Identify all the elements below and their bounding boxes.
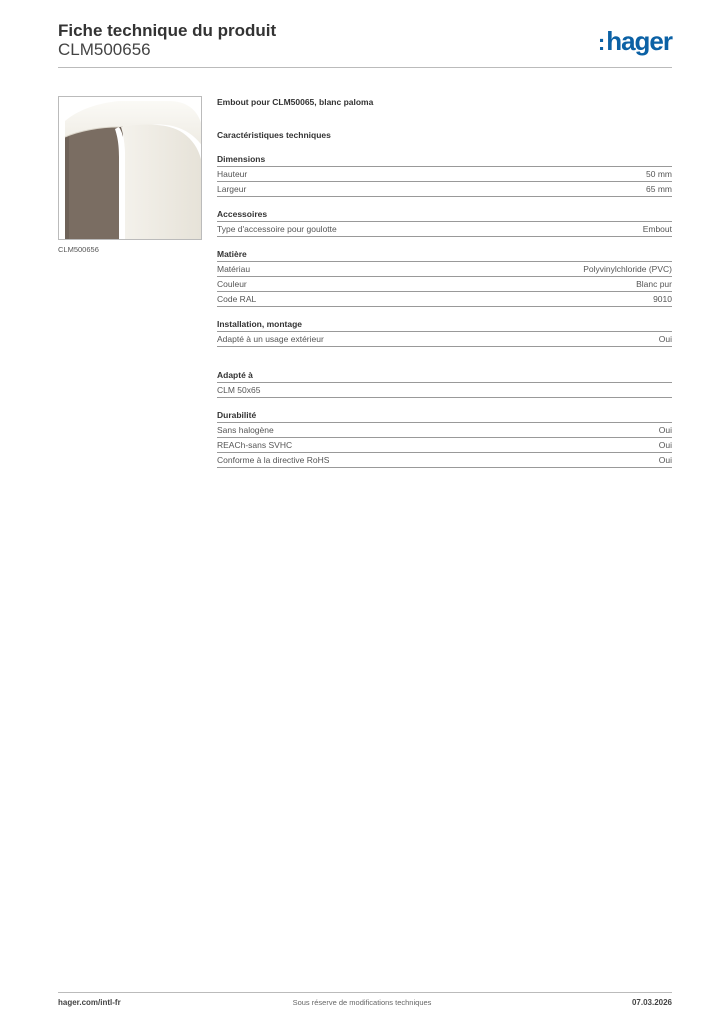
- spec-label: Largeur: [217, 184, 247, 194]
- spec-label: REACh-sans SVHC: [217, 440, 293, 450]
- product-description: Embout pour CLM50065, blanc paloma: [217, 97, 374, 107]
- section-adapte: [217, 369, 672, 398]
- logo-text: hager: [606, 26, 672, 56]
- section-title: Adapté à: [217, 369, 672, 383]
- end-cap-illustration: [59, 97, 202, 240]
- hager-logo[interactable]: [598, 26, 672, 58]
- tech-characteristics-heading: Caractéristiques techniques: [217, 130, 331, 140]
- section-accessoires: [217, 208, 672, 237]
- spec-value: 9010: [653, 294, 672, 304]
- spec-label[interactable]: CLM 50x65: [217, 385, 261, 395]
- spec-row: [217, 292, 672, 307]
- section-title: Installation, montage: [217, 318, 672, 332]
- footer-date: 07.03.2026: [631, 998, 672, 1007]
- footer-disclaimer: Sous réserve de modifications techniques: [292, 998, 432, 1007]
- section-title: Dimensions: [217, 153, 672, 167]
- spec-value: Oui: [658, 334, 672, 344]
- footer-website-link[interactable]: hager.com/intl-fr: [58, 998, 121, 1007]
- product-image: [58, 96, 202, 240]
- spec-value: 65 mm: [646, 184, 672, 194]
- section-title: Durabilité: [217, 409, 672, 423]
- spec-row: [217, 423, 672, 438]
- section-matiere: [217, 248, 672, 307]
- section-durabilite: [217, 409, 672, 468]
- footer-divider: [58, 992, 672, 993]
- section-dimensions: [217, 153, 672, 197]
- spec-row: [217, 453, 672, 468]
- image-caption: CLM500656: [58, 245, 99, 254]
- spec-row: [217, 277, 672, 292]
- header-divider: [58, 67, 672, 68]
- spec-label: Matériau: [217, 264, 251, 274]
- spec-row: [217, 438, 672, 453]
- product-reference: CLM500656: [58, 40, 151, 59]
- spec-value: 50 mm: [646, 169, 672, 179]
- spec-row: [217, 383, 672, 398]
- spec-row: [217, 222, 672, 237]
- spec-row: [217, 167, 672, 182]
- page-title: Fiche technique du produit: [58, 21, 277, 40]
- section-title: Accessoires: [217, 208, 672, 222]
- spec-label: Adapté à un usage extérieur: [217, 334, 324, 344]
- spec-label: Type d'accessoire pour goulotte: [217, 224, 337, 234]
- section-installation: [217, 318, 672, 347]
- spec-label: Code RAL: [217, 294, 257, 304]
- spec-content: [217, 95, 672, 468]
- section-title: Matière: [217, 248, 672, 262]
- spec-label: Hauteur: [217, 169, 248, 179]
- spec-row: [217, 182, 672, 197]
- spec-value: Oui: [658, 425, 672, 435]
- logo-prefix: :: [597, 30, 606, 55]
- spec-value: Embout: [642, 224, 672, 234]
- spec-label: Conforme à la directive RoHS: [217, 455, 330, 465]
- spec-label: Sans halogène: [217, 425, 274, 435]
- spec-label: Couleur: [217, 279, 247, 289]
- spec-value: Oui: [658, 440, 672, 450]
- spec-row: [217, 332, 672, 347]
- spec-value: Blanc pur: [636, 279, 672, 289]
- spec-value: Polyvinylchloride (PVC): [583, 264, 672, 274]
- spec-row: [217, 262, 672, 277]
- spec-value: Oui: [658, 455, 672, 465]
